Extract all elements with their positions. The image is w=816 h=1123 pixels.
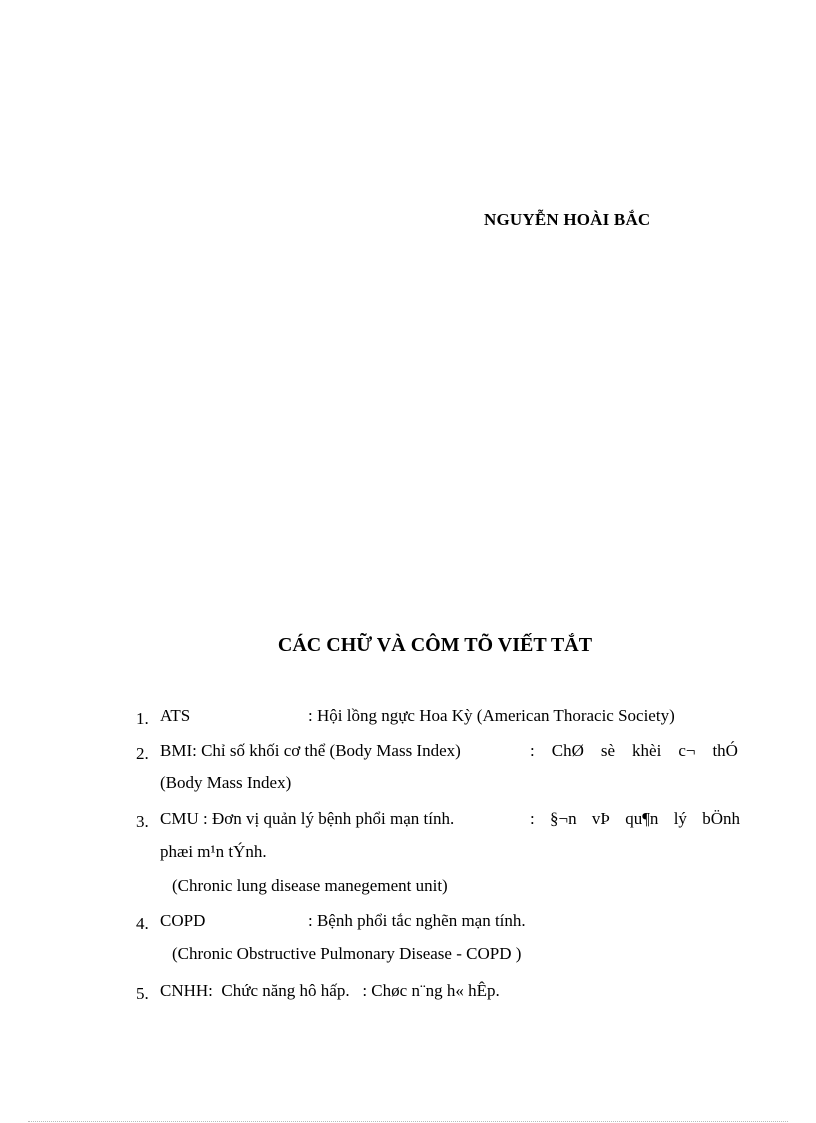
item-english-cmu: (Chronic lung disease manegement unit) (172, 876, 448, 895)
item-abbr-ats: ATS (160, 706, 191, 725)
garbled-word: ChØ (551, 741, 584, 760)
garbled-word: §¬n (550, 809, 577, 828)
item-desc-copd: : Bệnh phổi tắc nghẽn mạn tính. (308, 911, 526, 930)
item-desc-ats: : Hội lồng ngực Hoa Kỳ (American Thoracic Society) (308, 706, 675, 725)
page-title: CÁC CHỮ VÀ CÔM TÕ VIẾT TẮT (277, 634, 593, 656)
item-text-cnhh: CNHH: Chức năng hô hấp. : Chøc n¨ng h« hÊp. (160, 981, 500, 1000)
item-text-bmi: BMI: Chỉ số khối cơ thể (Body Mass Index) (160, 741, 461, 760)
item-abbr-copd: COPD (160, 911, 206, 930)
garbled-word: : (530, 741, 535, 760)
garbled-word: khèi (632, 741, 662, 760)
item-cont-cmu: phæi m¹n tÝnh. (160, 842, 267, 861)
page-bottom-divider (28, 1121, 788, 1122)
garbled-word: thÓ (712, 741, 738, 760)
garbled-word: : (530, 809, 535, 828)
item-number: 1. (136, 709, 149, 728)
item-cont-bmi: (Body Mass Index) (160, 773, 292, 792)
garbled-word: qu¶n (625, 809, 659, 828)
item-garbled-cmu (530, 809, 740, 829)
item-garbled-bmi (530, 741, 738, 761)
garbled-word: c¬ (678, 741, 696, 760)
garbled-word: vÞ (591, 809, 610, 828)
garbled-word: bÖnh (702, 809, 740, 828)
item-english-copd: (Chronic Obstructive Pulmonary Disease - COPD ) (172, 944, 522, 963)
item-number: 3. (136, 812, 149, 831)
item-number: 2. (136, 744, 149, 763)
garbled-word: sè (600, 741, 616, 760)
author-name: NGUYỄN HOÀI BẮC (484, 210, 651, 229)
garbled-word: lý (673, 809, 687, 828)
item-text-cmu: CMU : Đơn vị quản lý bệnh phổi mạn tính. (160, 809, 455, 828)
item-number: 5. (136, 984, 149, 1003)
item-number: 4. (136, 914, 149, 933)
